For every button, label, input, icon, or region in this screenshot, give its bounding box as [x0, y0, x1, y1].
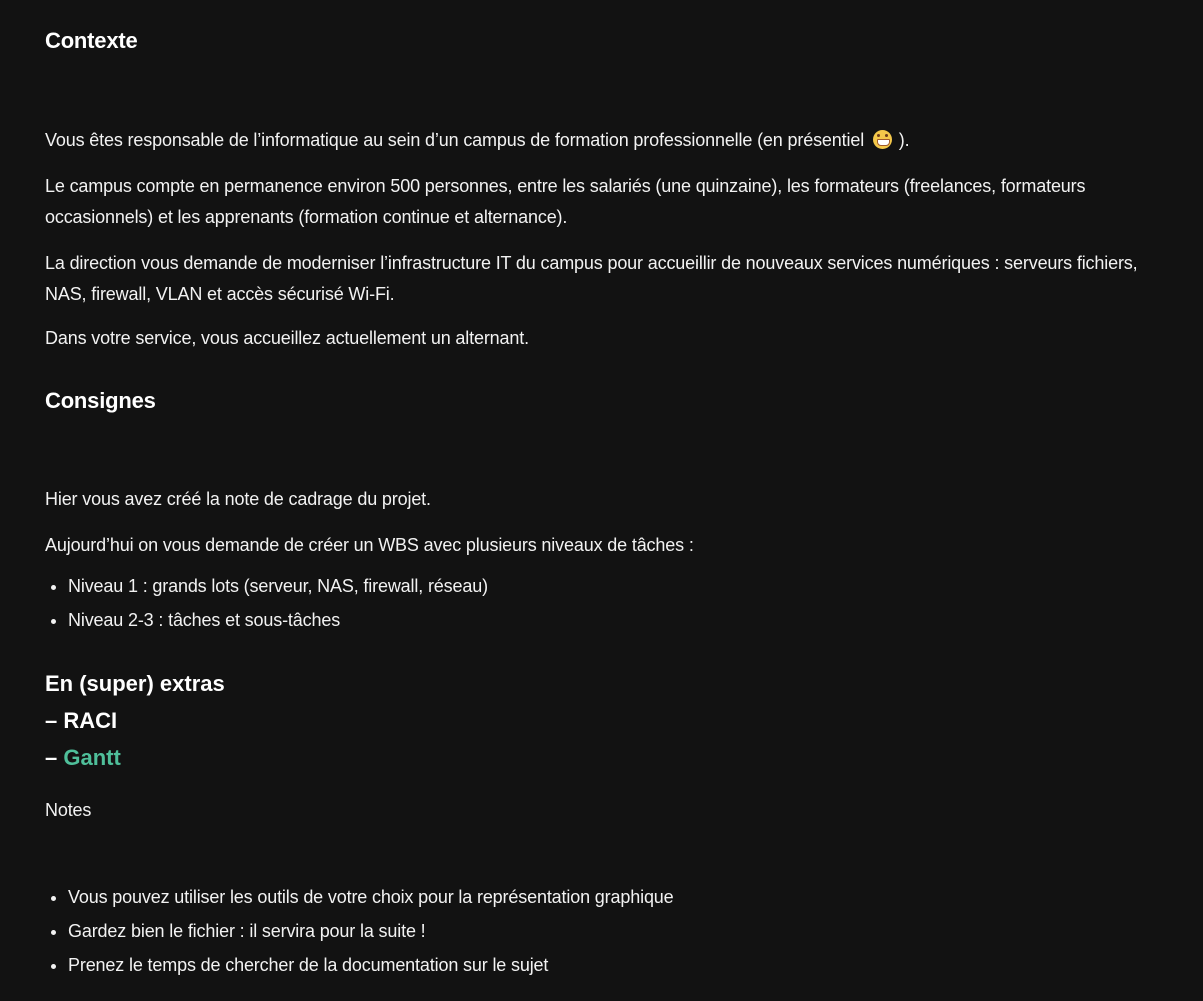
list-item: • Gardez bien le fichier : il servira pour la suite !	[68, 914, 674, 948]
contexte-paragraph-4: Dans votre service, vous accueillez actuellement un alternant.	[45, 328, 529, 348]
consignes-list	[45, 569, 488, 637]
contexte-paragraph-1-end: ).	[893, 130, 910, 150]
notes-heading: Notes	[45, 800, 92, 820]
extras-block	[45, 665, 225, 776]
notes-list	[45, 880, 674, 982]
extras-raci: – RACI	[45, 708, 118, 733]
contexte-paragraph-3: La direction vous demande de moderniser l’infrastructure IT du campus pour accueillir de nouveaux services numériques : serveurs fichiers, NAS, firewall, VLAN et accès sécurisé Wi-Fi.	[45, 253, 1138, 304]
gantt-link[interactable]: Gantt	[63, 745, 121, 770]
extras-gantt	[45, 739, 225, 776]
extras-gantt-prefix: –	[45, 745, 64, 770]
contexte-paragraph-1-text: Vous êtes responsable de l’informatique au sein d’un campus de formation professionnelle (en présentiel	[45, 130, 869, 150]
list-item: • Vous pouvez utiliser les outils de votre choix pour la représentation graphique	[68, 880, 674, 914]
list-item: • Niveau 1 : grands lots (serveur, NAS, firewall, réseau)	[68, 569, 488, 603]
grimacing-face-icon	[873, 130, 892, 149]
extras-title: En (super) extras	[45, 671, 225, 696]
consignes-heading: Consignes	[45, 388, 156, 413]
consignes-paragraph-2: Aujourd’hui on vous demande de créer un WBS avec plusieurs niveaux de tâches :	[45, 535, 694, 555]
contexte-paragraph-1	[45, 125, 909, 156]
contexte-heading: Contexte	[45, 28, 138, 53]
list-item: • Niveau 2-3 : tâches et sous-tâches	[68, 603, 488, 637]
contexte-paragraph-2: Le campus compte en permanence environ 500 personnes, entre les salariés (une quinzaine), les formateurs (freelances, formateurs occasionnels) et les apprenants (formation continue et alternance).	[45, 176, 1086, 227]
list-item: • Prenez le temps de chercher de la documentation sur le sujet	[68, 948, 674, 982]
consignes-paragraph-1: Hier vous avez créé la note de cadrage du projet.	[45, 489, 431, 509]
